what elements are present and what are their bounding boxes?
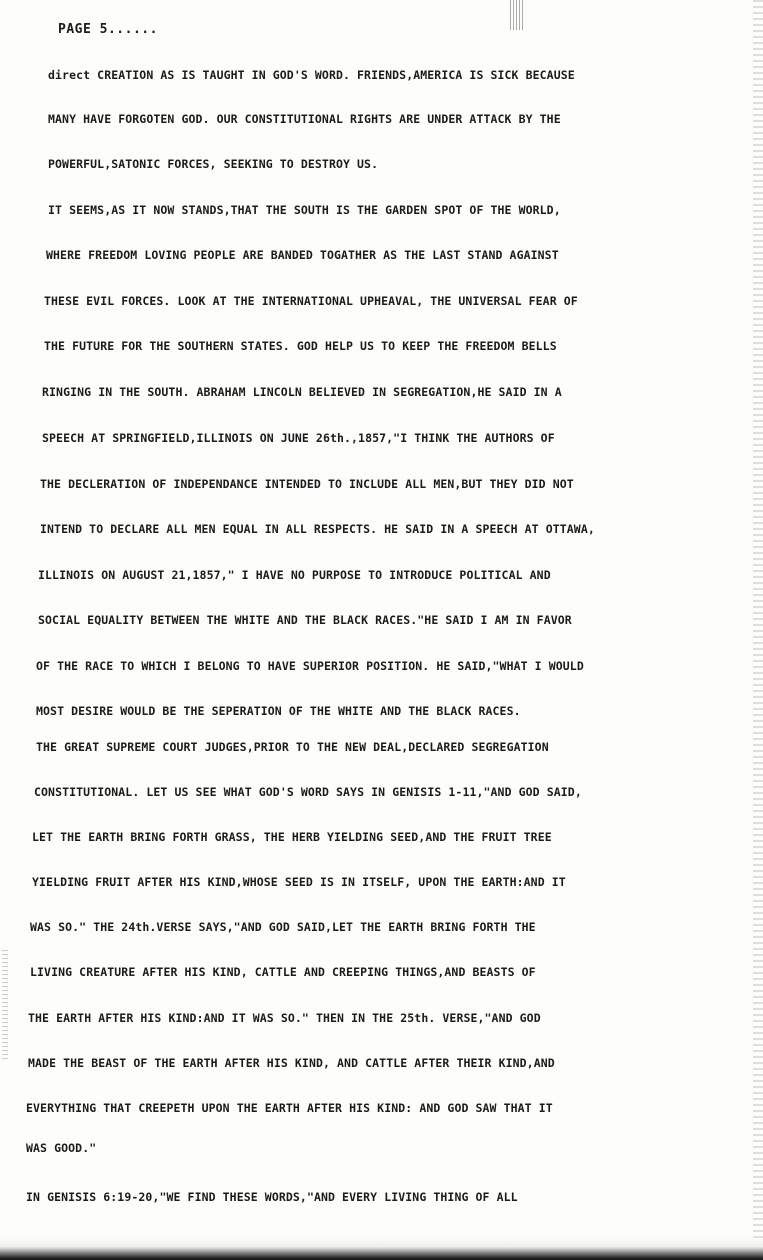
text-line: SPEECH AT SPRINGFIELD,ILLINOIS ON JUNE 26th.,1857,"I THINK THE AUTHORS OF [42,431,555,445]
text-line: LET THE EARTH BRING FORTH GRASS, THE HERB YIELDING SEED,AND THE FRUIT TREE [32,830,552,844]
text-line: MADE THE BEAST OF THE EARTH AFTER HIS KIND, AND CATTLE AFTER THEIR KIND,AND [28,1056,555,1070]
text-line: THE EARTH AFTER HIS KIND:AND IT WAS SO." THEN IN THE 25th. VERSE,"AND GOD [28,1011,541,1025]
text-line: direct CREATION AS IS TAUGHT IN GOD'S WORD. FRIENDS,AMERICA IS SICK BECAUSE [48,68,575,82]
scan-artifact [510,0,524,30]
text-line: LIVING CREATURE AFTER HIS KIND, CATTLE AND CREEPING THINGS,AND BEASTS OF [30,965,536,979]
scan-bottom-edge [0,1238,763,1260]
text-line: IN GENISIS 6:19-20,"WE FIND THESE WORDS,"AND EVERY LIVING THING OF ALL [26,1190,518,1204]
text-line: OF THE RACE TO WHICH I BELONG TO HAVE SUPERIOR POSITION. HE SAID,"WHAT I WOULD [36,659,584,673]
scan-edge-right [753,0,763,1260]
text-line: CONSTITUTIONAL. LET US SEE WHAT GOD'S WORD SAYS IN GENISIS 1-11,"AND GOD SAID, [34,785,582,799]
text-line: THE DECLERATION OF INDEPENDANCE INTENDED TO INCLUDE ALL MEN,BUT THEY DID NOT [40,477,574,491]
text-line: ILLINOIS ON AUGUST 21,1857," I HAVE NO PURPOSE TO INTRODUCE POLITICAL AND [38,568,551,582]
text-line: POWERFUL,SATONIC FORCES, SEEKING TO DESTROY US. [48,157,379,171]
text-line: INTEND TO DECLARE ALL MEN EQUAL IN ALL RESPECTS. HE SAID IN A SPEECH AT OTTAWA, [40,522,595,536]
text-line: MANY HAVE FORGOTEN GOD. OUR CONSTITUTIONAL RIGHTS ARE UNDER ATTACK BY THE [48,112,561,126]
page-number-header: PAGE 5...... [58,22,158,37]
text-line: RINGING IN THE SOUTH. ABRAHAM LINCOLN BELIEVED IN SEGREGATION,HE SAID IN A [42,385,562,399]
text-line: SOCIAL EQUALITY BETWEEN THE WHITE AND THE BLACK RACES."HE SAID I AM IN FAVOR [38,613,572,627]
scan-edge-left [2,950,8,1060]
text-line: MOST DESIRE WOULD BE THE SEPERATION OF THE WHITE AND THE BLACK RACES. [36,704,521,718]
text-line: THE GREAT SUPREME COURT JUDGES,PRIOR TO THE NEW DEAL,DECLARED SEGREGATION [36,740,549,754]
text-line: WAS SO." THE 24th.VERSE SAYS,"AND GOD SAID,LET THE EARTH BRING FORTH THE [30,920,536,934]
text-line: YIELDING FRUIT AFTER HIS KIND,WHOSE SEED IS IN ITSELF, UPON THE EARTH:AND IT [32,875,566,889]
text-line: THESE EVIL FORCES. LOOK AT THE INTERNATIONAL UPHEAVAL, THE UNIVERSAL FEAR OF [44,294,578,308]
text-line: EVERYTHING THAT CREEPETH UPON THE EARTH AFTER HIS KIND: AND GOD SAW THAT IT [26,1101,553,1115]
text-line: WHERE FREEDOM LOVING PEOPLE ARE BANDED TOGATHER AS THE LAST STAND AGAINST [46,248,559,262]
text-line: THE FUTURE FOR THE SOUTHERN STATES. GOD HELP US TO KEEP THE FREEDOM BELLS [44,339,557,353]
text-line: WAS GOOD." [26,1141,97,1155]
text-line: IT SEEMS,AS IT NOW STANDS,THAT THE SOUTH IS THE GARDEN SPOT OF THE WORLD, [48,203,561,217]
